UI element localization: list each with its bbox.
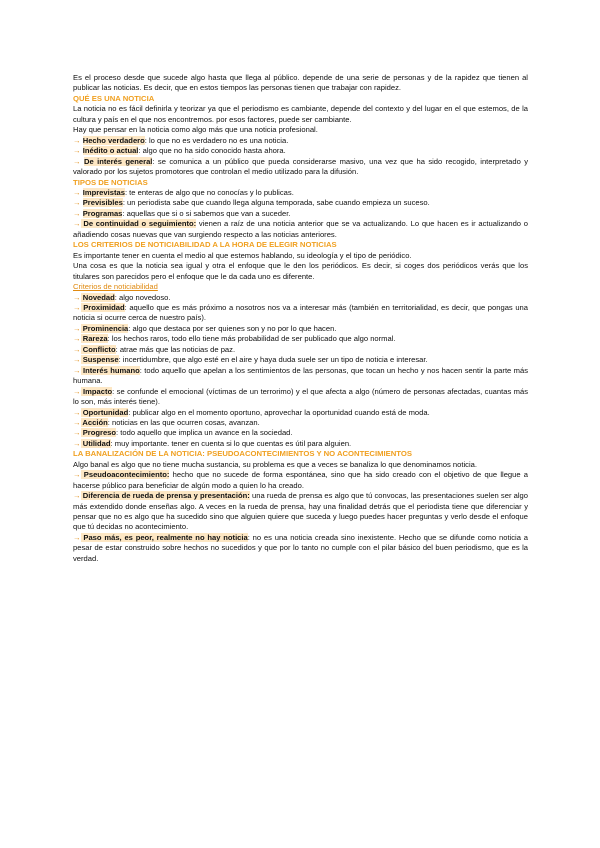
highlighted-term: Programas — [82, 208, 123, 218]
list-item — [73, 387, 528, 408]
list-item — [73, 188, 528, 198]
highlighted-term: Impacto — [80, 386, 113, 396]
list-item — [73, 470, 528, 491]
list-item — [73, 345, 528, 355]
list-item — [73, 146, 528, 156]
arrow-icon: → — [73, 219, 81, 229]
arrow-icon: → — [73, 156, 81, 166]
highlighted-term: Acción — [80, 417, 108, 427]
item-text: : todo aquello que implica un avance en la sociedad. — [116, 428, 293, 438]
item-text: : publicar algo en el momento oportuno, aprovechar la oportunidad cuando está de moda. — [128, 407, 430, 417]
item-text: : no es una noticia creada sino inexistente. Hecho que se difunde como noticia a pesar de estar construido sobre hechos no sucedidos y que por lo tanto no cumple con el pilar básico del buen periodismo, que es la verdad. — [73, 532, 528, 563]
highlighted-term: De interés general — [84, 156, 153, 166]
arrow-icon: → — [73, 135, 81, 145]
item-text: : algo novedoso. — [114, 292, 171, 302]
arrow-icon: → — [73, 532, 81, 542]
item-text: : muy importante. tener en cuenta si lo que cuentas es útil para alguien. — [110, 438, 352, 448]
highlighted-term: Proximidad — [80, 302, 125, 312]
list-item — [73, 366, 528, 387]
list-item — [73, 408, 528, 418]
arrow-icon: → — [73, 323, 81, 333]
subheading-criterios: Criterios de noticiabilidad — [73, 282, 158, 292]
arrow-icon: → — [73, 187, 81, 197]
item-text: : algo que no ha sido conocido hasta ahora. — [138, 146, 286, 156]
highlighted-term: Utilidad — [80, 438, 111, 448]
section-heading-criterios: LOS CRITERIOS DE NOTICIABILIDAD A LA HORA DE ELEGIR NOTICIAS — [73, 240, 337, 250]
item-text: vienen a raíz de una noticia anterior que se va actualizando. Lo que hacen es ir actualizando o añadiendo cosas nuevas que van surgiendo respecto a las noticias anteriores. — [73, 219, 528, 239]
arrow-icon: → — [73, 438, 81, 448]
item-text: : todo aquello que apelan a los sentimientos de las personas, que tocan un hecho y nos hacen sentir la parte más humana. — [73, 365, 529, 386]
list-item — [73, 439, 528, 449]
intro-paragraph: Es el proceso desde que sucede algo hasta que llega al público. depende de una serie de personas y de la rapidez que tienen al publicar las noticias. Es decir, que en estos tiempos las personas tienen que trabajar con rapidez. — [73, 73, 528, 93]
arrow-icon: → — [73, 491, 81, 501]
paragraph: Una cosa es que la noticia sea igual y otra el enfoque que le den los periódicos. Es decir, si coges dos periódicos verás que los titulares son parecidos pero el enfoque que le da cada uno es diferente. — [73, 261, 528, 281]
highlighted-term: Progreso — [80, 428, 117, 438]
item-text: : lo que no es verdadero no es una noticia. — [144, 135, 289, 145]
arrow-icon: → — [73, 334, 81, 344]
highlighted-term: Previsibles — [82, 198, 123, 208]
arrow-icon: → — [73, 365, 81, 375]
paragraph: La noticia no es fácil definirla y teorizar ya que el periodismo es cambiante, depende del contexto y del lugar en el que estemos, de la cultura y país en el que nos encontremos. por esos factores, puede ser cambiante. — [73, 104, 528, 124]
highlighted-term: Oportunidad — [80, 407, 129, 417]
list-item — [73, 209, 528, 219]
item-text: hecho que no sucede de forma espontánea, sino que ha sido creado con el objetivo de que llegue a hacerse público para beneficiar de algún modo a quien lo ha creado. — [73, 470, 528, 490]
paragraph: Algo banal es algo que no tiene mucha sustancia, su problema es que a veces se banaliza lo que denominamos noticia. — [73, 459, 477, 469]
list-item — [73, 136, 528, 146]
document-page — [73, 73, 528, 564]
item-text: : los hechos raros, todo ello tiene más probabilidad de ser publicado que algo normal. — [107, 334, 396, 344]
list-item — [73, 219, 528, 240]
arrow-icon: → — [73, 344, 81, 354]
item-text: : incertidumbre, que algo esté en el aire y haya duda suele ser un tipo de noticia e interesar. — [118, 355, 428, 365]
highlighted-term: Paso más, es peor, realmente no hay noticia — [80, 532, 248, 542]
list-item — [73, 324, 528, 334]
section-heading-tipos: TIPOS DE NOTICIAS — [73, 177, 148, 187]
highlighted-term: Inédito o actual — [82, 146, 139, 156]
list-item — [73, 355, 528, 365]
item-text: : te enteras de algo que no conocías y lo publicas. — [124, 187, 294, 197]
list-item — [73, 533, 528, 564]
item-text: una rueda de prensa es algo que tú convocas, las presentaciones suelen ser algo más extendido donde enseñas algo. A veces en la rueda de prensa, hay una finalidad detrás que el periodista tiene que diferenciar y pensar que no es algo que ha sucedido sino que alguien quiere que suceda y luego puedes hacer preguntas y verlo desde el enfoque que tú decidas no acontecimiento. — [73, 491, 529, 532]
list-item — [73, 418, 528, 428]
arrow-icon: → — [73, 198, 81, 208]
highlighted-term: Diferencia de rueda de prensa y presentación: — [80, 491, 250, 501]
arrow-icon: → — [73, 355, 81, 365]
paragraph: Hay que pensar en la noticia como algo más que una noticia profesional. — [73, 125, 318, 135]
item-text: : un periodista sabe que cuando llega alguna temporada, sabe cuando empieza un suceso. — [122, 198, 430, 208]
section-heading-banalizacion: LA BANALIZACIÓN DE LA NOTICIA: PSEUDOACONTECIMIENTOS Y NO ACONTECIMIENTOS — [73, 449, 412, 459]
item-text: : algo que destaca por ser quienes son y no por lo que hacen. — [128, 323, 337, 333]
arrow-icon: → — [73, 386, 81, 396]
highlighted-term: Pseudoacontecimiento: — [80, 470, 170, 480]
list-item — [73, 334, 528, 344]
highlighted-term: Rareza — [80, 334, 108, 344]
list-item — [73, 157, 528, 178]
arrow-icon: → — [73, 208, 81, 218]
highlighted-term: Interés humano — [80, 365, 140, 375]
arrow-icon: → — [73, 407, 81, 417]
item-text: : aquello que es más próximo a nosotros nos va a interesar más (también en territorialidad, es decir, que pongas una noticia si ocurre cerca de nuestro país). — [73, 302, 529, 323]
list-item — [73, 293, 528, 303]
highlighted-term: Imprevistas — [82, 187, 125, 197]
highlighted-term: Conflicto — [80, 344, 116, 354]
list-item — [73, 428, 528, 438]
item-text: : se comunica a un público que pueda considerarse masivo, una vez que ha sido recogido, interpretado y valorado por los sujetos promotores que controlan el medio utilizado para la difusión. — [73, 156, 528, 177]
highlighted-term: Novedad — [80, 292, 115, 302]
arrow-icon: → — [73, 470, 81, 480]
highlighted-term: De continuidad o seguimiento: — [80, 219, 197, 229]
item-text: : noticias en las que ocurren cosas, avanzan. — [107, 417, 260, 427]
highlighted-term: Suspense — [80, 355, 119, 365]
paragraph: Es importante tener en cuenta el medio al que estemos hablando, su ideología y el tipo de periódico. — [73, 250, 412, 260]
highlighted-term: Prominencia — [80, 323, 129, 333]
arrow-icon: → — [73, 292, 81, 302]
arrow-icon: → — [73, 302, 81, 312]
arrow-icon: → — [73, 146, 81, 156]
highlighted-term: Hecho verdadero — [82, 135, 145, 145]
section-heading-que-es: QUÉ ES UNA NOTICIA — [73, 93, 155, 103]
item-text: : atrae más que las noticias de paz. — [115, 344, 236, 354]
arrow-icon: → — [73, 417, 81, 427]
list-item — [73, 491, 528, 533]
item-text: : aquellas que si o si sabemos que van a suceder. — [122, 208, 291, 218]
arrow-icon: → — [73, 428, 81, 438]
list-item — [73, 198, 528, 208]
list-item — [73, 303, 528, 324]
item-text: : se confunde el emocional (víctimas de un terrorimo) y el que afecta a algo (número de personas afectadas, cuantas más lo son, más interés tiene). — [73, 386, 528, 407]
